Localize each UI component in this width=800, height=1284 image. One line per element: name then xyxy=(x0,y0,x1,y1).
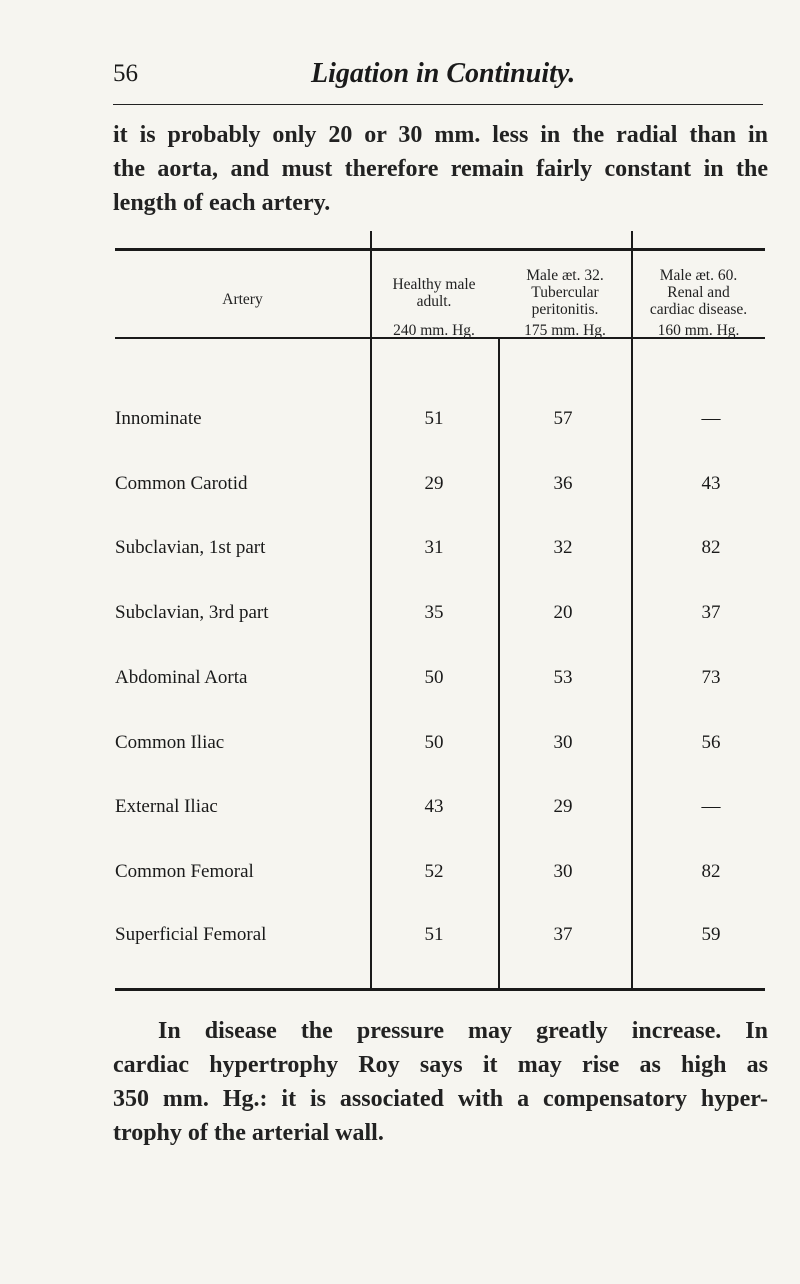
header-line: 175 mm. Hg. xyxy=(524,322,606,339)
value-cell: 51 xyxy=(424,408,444,429)
artery-name: External Iliac xyxy=(115,796,218,817)
paragraph-line: In disease the pressure may greatly increase. In xyxy=(158,1018,768,1044)
value-cell: 51 xyxy=(424,924,444,945)
table-row xyxy=(115,408,765,438)
running-title: Ligation in Continuity. xyxy=(311,58,576,89)
header-line: adult. xyxy=(416,293,452,310)
closing-paragraph xyxy=(113,1014,768,1150)
artery-name: Innominate xyxy=(115,408,202,429)
value-cell: 36 xyxy=(553,473,573,494)
paragraph-line: length of each artery. xyxy=(113,190,331,216)
table-row xyxy=(115,602,765,632)
paragraph-line: 350 mm. Hg.: it is associated with a compensatory hyper- xyxy=(113,1086,768,1112)
paragraph-line: it is probably only 20 or 30 mm. less in the radial than in xyxy=(113,122,768,148)
artery-name: Common Iliac xyxy=(115,732,225,753)
header-male-32 xyxy=(499,267,631,339)
table-row xyxy=(115,732,765,762)
header-line: cardiac disease. xyxy=(649,301,748,318)
table-bottom-rule xyxy=(115,988,765,991)
header-line: Healthy male xyxy=(392,276,476,293)
header-line: Renal and xyxy=(667,284,730,301)
header-line: 240 mm. Hg. xyxy=(393,322,475,339)
header-line: Tubercular xyxy=(531,284,599,301)
value-cell: 20 xyxy=(553,602,573,623)
value-cell: 30 xyxy=(553,861,573,882)
table-row xyxy=(115,667,765,697)
artery-name: Abdominal Aorta xyxy=(115,667,248,688)
artery-name: Common Carotid xyxy=(115,473,248,494)
table-row xyxy=(115,537,765,567)
table-row xyxy=(115,796,765,826)
value-cell: 50 xyxy=(424,667,444,688)
intro-paragraph xyxy=(113,118,768,220)
table-row xyxy=(115,924,765,954)
value-cell: 52 xyxy=(424,861,444,882)
header-artery xyxy=(115,291,370,308)
header-line: Male æt. 32. xyxy=(526,267,604,284)
header-line xyxy=(370,310,498,322)
artery-name: Subclavian, 3rd part xyxy=(115,602,269,623)
value-cell: 29 xyxy=(553,796,573,817)
artery-name: Subclavian, 1st part xyxy=(115,537,266,558)
value-cell: 30 xyxy=(553,732,573,753)
header-rule xyxy=(113,104,763,105)
header-line: 160 mm. Hg. xyxy=(657,322,740,339)
header-male-60 xyxy=(632,267,765,339)
value-cell: 59 xyxy=(701,924,721,945)
table-row xyxy=(115,473,765,503)
page-number: 56 xyxy=(113,60,138,87)
header-line: Male æt. 60. xyxy=(659,267,738,284)
value-cell: — xyxy=(701,796,721,817)
value-cell: 35 xyxy=(424,602,444,623)
value-cell: 82 xyxy=(701,537,721,558)
paragraph-line: the aorta, and must therefore remain fairly constant in the xyxy=(113,156,768,182)
value-cell: 82 xyxy=(701,861,721,882)
header-healthy-male xyxy=(370,276,498,339)
artery-pressure-table xyxy=(115,231,765,991)
value-cell: 29 xyxy=(424,473,444,494)
paragraph-line: cardiac hypertrophy Roy says it may rise as high as xyxy=(113,1052,768,1078)
value-cell: — xyxy=(701,408,721,429)
value-cell: 37 xyxy=(701,602,721,623)
value-cell: 32 xyxy=(553,537,573,558)
value-cell: 56 xyxy=(701,732,721,753)
artery-name: Common Femoral xyxy=(115,861,254,882)
value-cell: 43 xyxy=(424,796,444,817)
paragraph-line: trophy of the arterial wall. xyxy=(113,1120,384,1146)
artery-name: Superficial Femoral xyxy=(115,924,267,945)
value-cell: 50 xyxy=(424,732,444,753)
value-cell: 57 xyxy=(553,408,573,429)
value-cell: 43 xyxy=(701,473,721,494)
table-top-rule xyxy=(115,248,765,251)
value-cell: 31 xyxy=(424,537,444,558)
value-cell: 37 xyxy=(553,924,573,945)
value-cell: 53 xyxy=(553,667,573,688)
header-line: Artery xyxy=(222,291,263,308)
value-cell: 73 xyxy=(701,667,721,688)
table-row xyxy=(115,861,765,891)
header-line: peritonitis. xyxy=(531,301,599,318)
